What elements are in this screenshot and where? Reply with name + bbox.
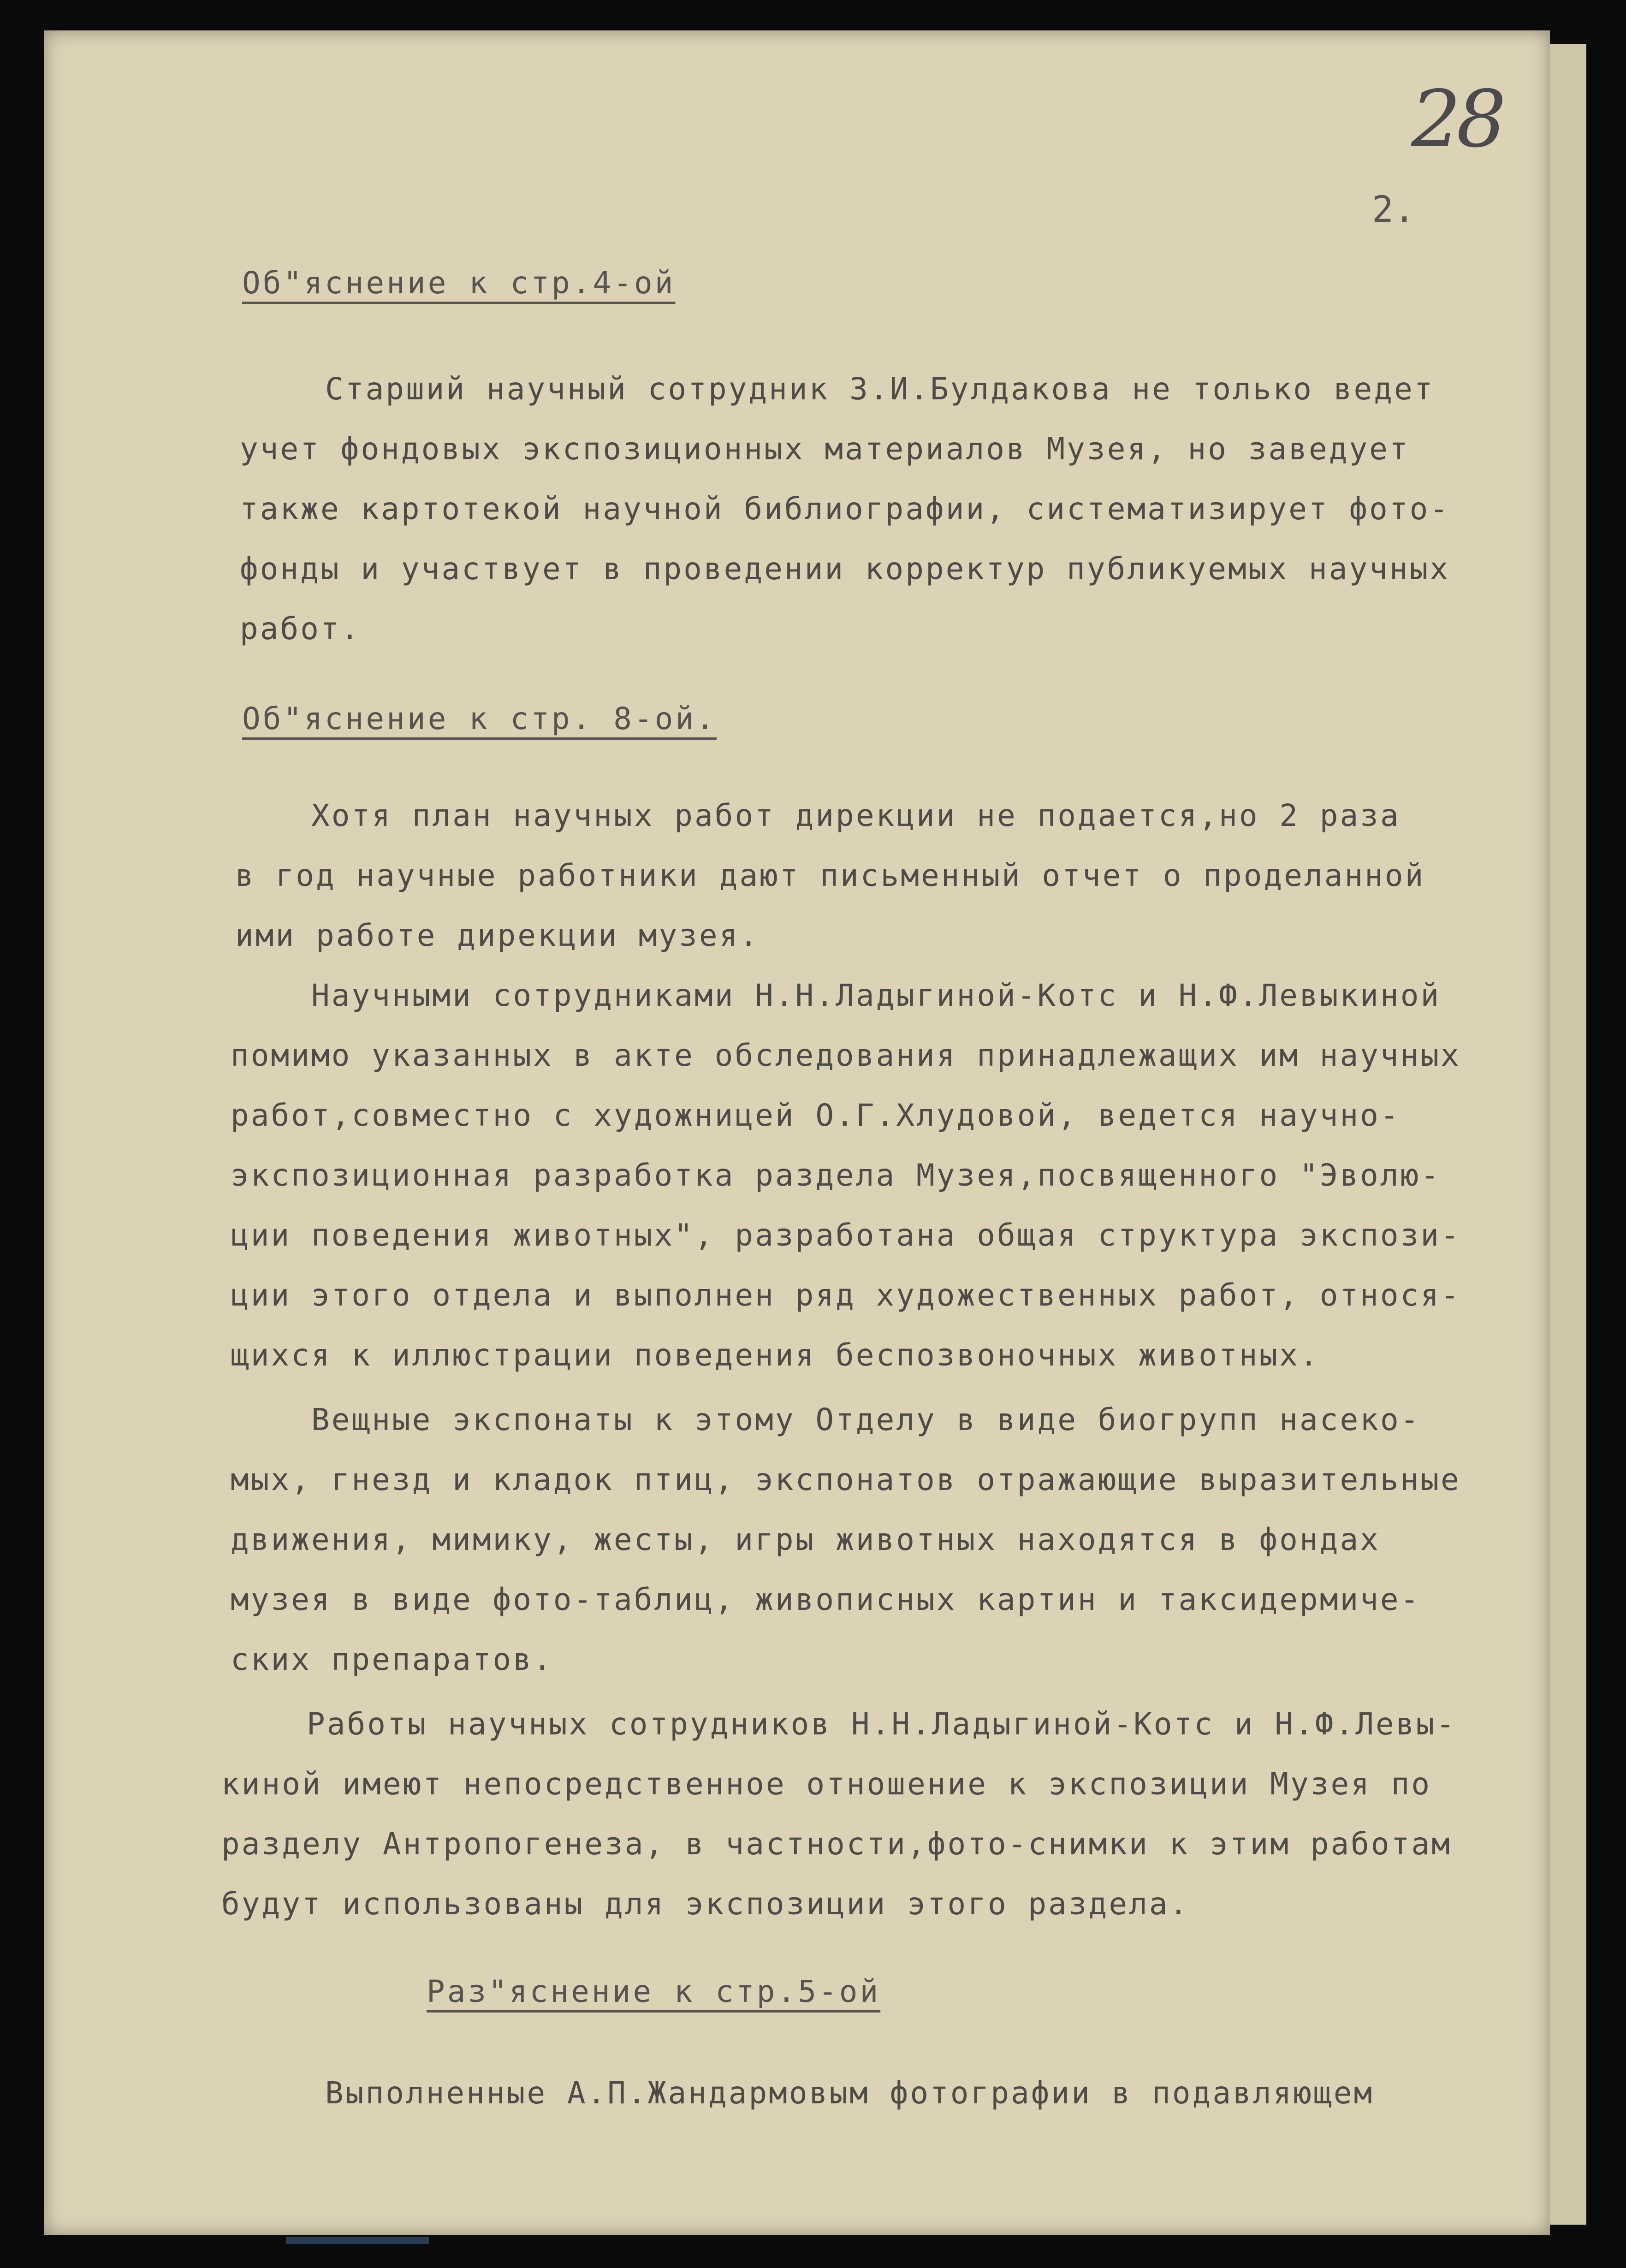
text-line: учет фондовых экспозиционных материалов Музея, но заведует: [240, 431, 1410, 467]
text-line: также картотекой научной библиографии, систематизирует фото-: [240, 491, 1450, 527]
text-line: ими работе дирекции музея.: [235, 918, 760, 953]
section-heading: Раз"яснение к стр.5-ой: [427, 1974, 881, 2009]
text-line: музея в виде фото-таблиц, живописных картин и таксидермиче-: [231, 1582, 1421, 1617]
text-line: будут использованы для экспозиции этого раздела.: [221, 1886, 1190, 1922]
text-line: разделу Антропогенеза, в частности,фото-снимки к этим работам: [221, 1826, 1452, 1862]
text-line: Старший научный сотрудник З.И.Булдакова не только ведет: [325, 371, 1435, 407]
text-line: Выполненные А.П.Жандармовым фотографии в подавляющем: [325, 2075, 1374, 2111]
text-line: Хотя план научных работ дирекции не подается,но 2 раза: [311, 798, 1400, 833]
text-line: Вещные экспонаты к этому Отделу в виде биогрупп насеко-: [311, 1402, 1421, 1437]
ink-mark: [286, 2237, 429, 2244]
text-line: щихся к иллюстрации поведения беспозвоночных животных.: [231, 1337, 1320, 1373]
text-line: экспозиционная разработка раздела Музея,посвященного "Эволю-: [231, 1158, 1441, 1193]
text-line: Научными сотрудниками Н.Н.Ладыгиной-Котс и Н.Ф.Левыкиной: [311, 978, 1441, 1013]
text-line: ции этого отдела и выполнен ряд художественных работ, относя-: [231, 1277, 1461, 1313]
section-heading: Об"яснение к стр.4-ой: [242, 265, 676, 301]
text-line: ских препаратов.: [231, 1642, 553, 1677]
section-heading: Об"яснение к стр. 8-ой.: [242, 701, 717, 736]
text-line: помимо указанных в акте обследования принадлежащих им научных: [231, 1038, 1461, 1073]
text-line: работ,совместно с художницей О.Г.Хлудовой, ведется научно-: [231, 1098, 1400, 1133]
text-line: движения, мимику, жесты, игры животных находятся в фондах: [231, 1522, 1380, 1557]
text-line: в год научные работники дают письменный отчет о проделанной: [235, 858, 1425, 893]
text-line: Работы научных сотрудников Н.Н.Ладыгиной-Котс и Н.Ф.Левы-: [307, 1706, 1456, 1742]
text-line: мых, гнезд и кладок птиц, экспонатов отражающие выразительные: [231, 1462, 1461, 1497]
handwritten-folio-number: 28: [1411, 74, 1502, 165]
text-line: работ.: [240, 611, 361, 647]
text-line: киной имеют непосредственное отношение к экспозиции Музея по: [221, 1766, 1432, 1802]
text-line: фонды и участвует в проведении корректур публикуемых научных: [240, 551, 1450, 587]
page-number: 2.: [1372, 189, 1415, 231]
text-line: ции поведения животных", разработана общая структура экспози-: [231, 1217, 1461, 1253]
